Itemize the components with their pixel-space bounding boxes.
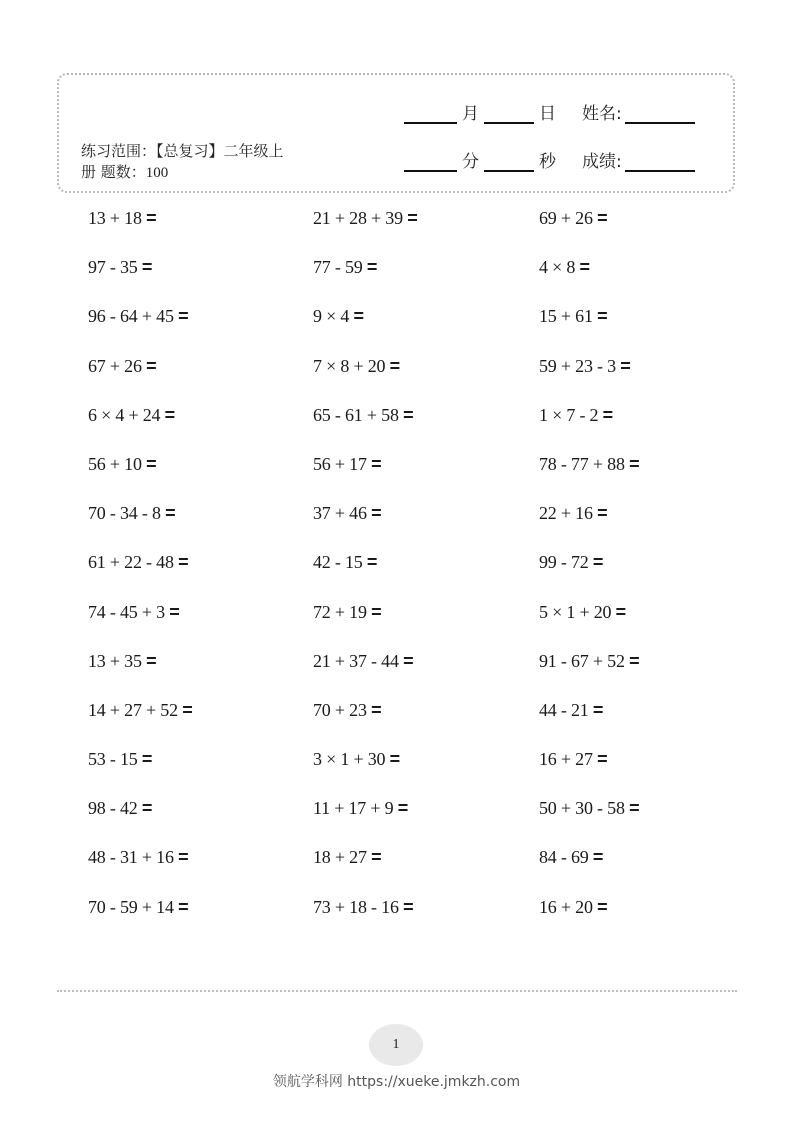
problem-expression: 74 - 45 + 3 [88,601,165,622]
math-problem [539,602,626,623]
math-problem [88,306,188,327]
math-problem [539,356,631,377]
math-problem [539,798,639,819]
equals-sign: = [165,503,176,524]
worksheet-header [57,73,735,193]
footer-watermark: 领航学科网 https://xueke.jmkzh.com [272,1074,521,1090]
math-problem [88,651,156,672]
problem-expression: 9 × 4 [313,306,350,327]
math-problem [88,602,180,623]
math-problem [88,454,156,475]
math-problem [539,208,607,229]
math-problem [88,847,188,868]
math-problem [539,405,613,426]
math-problem [313,208,418,229]
math-problem [88,257,152,278]
equals-sign: = [602,404,613,425]
problem-expression: 42 - 15 [313,552,363,573]
problem-expression: 61 + 22 - 48 [88,552,174,573]
problem-expression: 44 - 21 [539,699,589,720]
equals-sign: = [371,453,382,474]
equals-sign: = [629,453,640,474]
problem-expression: 67 + 26 [88,355,142,376]
math-problem [313,749,400,770]
problem-expression: 50 + 30 - 58 [539,798,625,819]
equals-sign: = [146,650,157,671]
problem-expression: 15 + 61 [539,306,593,327]
equals-sign: = [597,503,608,524]
question-count-label: 册 题数： [81,163,146,181]
second-label: 秒 [539,152,556,172]
day-label: 日 [539,104,556,124]
problem-expression: 97 - 35 [88,257,138,278]
math-problem [539,454,639,475]
problem-expression: 73 + 18 - 16 [313,896,399,917]
math-problem [539,749,607,770]
math-problem [88,405,175,426]
math-problem [88,503,175,524]
time-score-row [404,147,695,172]
math-problem [313,257,377,278]
equals-sign: = [178,896,189,917]
equals-sign: = [403,404,414,425]
math-problem [88,552,188,573]
problem-expression: 72 + 19 [313,601,367,622]
math-problem [313,700,381,721]
math-problem [313,405,413,426]
math-problem [313,847,381,868]
day-blank[interactable] [484,104,534,124]
problem-expression: 3 × 1 + 30 [313,749,386,770]
problem-expression: 16 + 27 [539,749,593,770]
problem-expression: 13 + 35 [88,650,142,671]
equals-sign: = [597,306,608,327]
minute-label: 分 [462,152,479,172]
equals-sign: = [629,650,640,671]
problem-expression: 1 × 7 - 2 [539,404,599,425]
math-problem [313,454,381,475]
math-problem [539,257,590,278]
equals-sign: = [146,355,157,376]
equals-sign: = [141,749,153,770]
equals-sign: = [615,601,626,622]
equals-sign: = [164,404,175,425]
problem-expression: 53 - 15 [88,749,138,770]
score-blank[interactable] [625,152,695,172]
equals-sign: = [389,355,400,376]
math-problem [88,208,156,229]
math-problem [313,552,377,573]
name-blank[interactable] [625,104,695,124]
equals-sign: = [141,798,153,819]
problem-expression: 7 × 8 + 20 [313,355,386,376]
problem-expression: 70 + 23 [313,699,367,720]
problem-expression: 96 - 64 + 45 [88,306,174,327]
math-problem [313,798,408,819]
equals-sign: = [371,601,382,622]
math-problem [313,897,413,918]
equals-sign: = [597,208,608,228]
math-problem [313,503,381,524]
problem-expression: 56 + 10 [88,453,142,474]
equals-sign: = [629,798,640,819]
math-problem [539,897,607,918]
practice-range [81,141,331,184]
problem-expression: 21 + 28 + 39 [313,208,403,228]
problem-expression: 37 + 46 [313,503,367,524]
problem-expression: 11 + 17 + 9 [313,798,394,819]
problem-expression: 59 + 23 - 3 [539,355,616,376]
problem-expression: 14 + 27 + 52 [88,699,178,720]
equals-sign: = [169,601,180,622]
equals-sign: = [366,552,378,573]
math-problem [88,798,152,819]
equals-sign: = [366,257,378,278]
problem-expression: 6 × 4 + 24 [88,404,161,425]
math-problem [539,847,603,868]
month-label: 月 [462,104,479,124]
math-problem [539,306,607,327]
math-problem [539,700,603,721]
problem-expression: 56 + 17 [313,453,367,474]
problem-expression: 77 - 59 [313,257,363,278]
problem-expression: 84 - 69 [539,847,589,868]
equals-sign: = [178,306,189,327]
equals-sign: = [407,208,418,228]
equals-sign: = [597,896,608,917]
equals-sign: = [620,355,631,376]
equals-sign: = [371,847,382,868]
math-problem [313,356,400,377]
minute-blank[interactable] [404,152,457,172]
equals-sign: = [178,847,189,868]
equals-sign: = [579,257,590,278]
problem-expression: 69 + 26 [539,208,593,228]
month-blank[interactable] [404,104,457,124]
problem-expression: 21 + 37 - 44 [313,650,399,671]
math-problem [313,602,381,623]
math-problem [88,700,193,721]
problem-expression: 16 + 20 [539,896,593,917]
score-label: 成绩: [582,152,622,172]
bottom-divider [57,990,737,992]
equals-sign: = [371,503,382,524]
problem-expression: 98 - 42 [88,798,138,819]
equals-sign: = [403,650,414,671]
problem-expression: 18 + 27 [313,847,367,868]
math-problem [88,749,152,770]
equals-sign: = [592,552,604,573]
math-problem [88,897,188,918]
question-count: 100 [145,165,169,181]
equals-sign: = [141,257,153,278]
problem-expression: 4 × 8 [539,257,576,278]
equals-sign: = [597,749,608,770]
equals-sign: = [178,552,189,573]
equals-sign: = [371,699,382,720]
equals-sign: = [146,208,157,228]
problem-expression: 13 + 18 [88,208,142,228]
problem-expression: 99 - 72 [539,552,589,573]
math-problem [313,306,364,327]
name-label: 姓名: [582,104,622,124]
problem-expression: 65 - 61 + 58 [313,404,399,425]
problem-expression: 91 - 67 + 52 [539,650,625,671]
second-blank[interactable] [484,152,534,172]
practice-range-line1: 练习范围：【总复习】二年级上 [81,142,284,160]
math-problem [539,552,603,573]
page-number: 1 [369,1024,423,1066]
math-problem [539,503,607,524]
equals-sign: = [353,306,364,327]
problem-expression: 22 + 16 [539,503,593,524]
problem-expression: 70 - 34 - 8 [88,503,161,524]
equals-sign: = [592,699,604,720]
equals-sign: = [397,798,409,819]
equals-sign: = [592,847,604,868]
math-problem [88,356,156,377]
problem-expression: 48 - 31 + 16 [88,847,174,868]
problem-expression: 70 - 59 + 14 [88,896,174,917]
equals-sign: = [389,749,400,770]
practice-range-line2 [81,162,331,184]
problem-expression: 78 - 77 + 88 [539,453,625,474]
equals-sign: = [182,699,193,720]
date-name-row [404,99,695,124]
problem-expression: 5 × 1 + 20 [539,601,612,622]
equals-sign: = [403,896,414,917]
math-problem [313,651,413,672]
math-problem [539,651,639,672]
equals-sign: = [146,453,157,474]
